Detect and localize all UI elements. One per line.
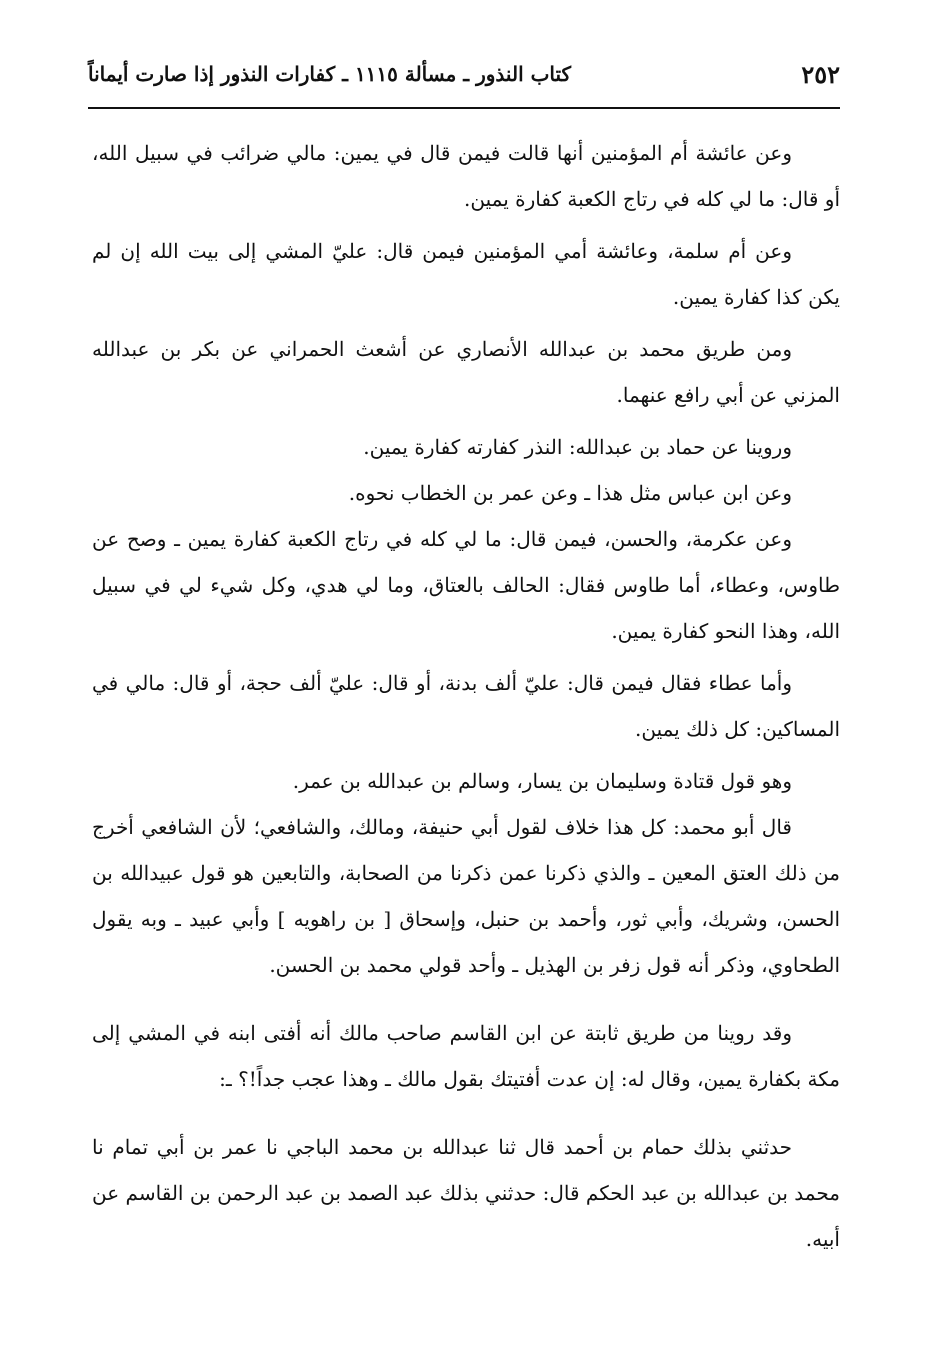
page-number: ٢٥٢ [801,60,840,89]
running-title: كتاب النذور ـ مسألة ١١١٥ ـ كفارات النذور إذا صارت أيماناً [88,62,572,86]
header-rule [88,107,840,109]
paragraph: وهو قول قتادة وسليمان بن يسار، وسالم بن عبدالله بن عمر. [292,769,792,793]
page-header [88,54,840,98]
paragraph: وقد روينا من طريق ثابتة عن ابن القاسم صاحب مالك أنه أفتى ابنه في المشي إلى مكة بكفارة يمين، وقال له: إن عدت أفتيتك بقول مالك ـ وهذا عجب جداً!؟ ـ: [92,1021,840,1091]
paragraph: وعن ابن عباس مثل هذا ـ وعن عمر بن الخطاب نحوه. [348,481,792,505]
paragraph: وعن عائشة أم المؤمنين أنها قالت فيمن قال في يمين: مالي ضرائب في سبيل الله، أو قال: ما لي كله في رتاج الكعبة كفارة يمين. [92,141,840,211]
paragraph: قال أبو محمد: كل هذا خلاف لقول أبي حنيفة، ومالك، والشافعي؛ لأن الشافعي أخرج من ذلك العتق المعين ـ والذي ذكرنا عمن ذكرنا من الصحابة، والتابعين هو قول عبيدالله بن الحسن، وشريك، وأبي ثور، وأحمد بن حنبل، وإسحاق [ بن راهويه ] وأبي عبيد ـ وبه يقول الطحاوي، وذكر أنه قول زفر بن الهذيل ـ وأحد قولي محمد بن الحسن. [92,815,840,977]
body-text [92,130,840,1268]
paragraph: ومن طريق محمد بن عبدالله الأنصاري عن أشعث الحمراني عن بكر بن عبدالله المزني عن أبي رافع عنهما. [92,337,840,407]
paragraph: وعن أم سلمة، وعائشة أمي المؤمنين فيمن قال: عليّ المشي إلى بيت الله إن لم يكن كذا كفارة يمين. [92,239,840,309]
paragraph: وروينا عن حماد بن عبدالله: النذر كفارته كفارة يمين. [363,435,792,459]
paragraph: حدثني بذلك حمام بن أحمد قال ثنا عبدالله بن محمد الباجي نا عمر بن أبي تمام نا محمد بن عبدالله بن عبد الحكم قال: حدثني بذلك عبد الصمد بن عبد الرحمن بن القاسم عن أبيه. [92,1135,840,1251]
paragraph: وأما عطاء فقال فيمن قال: عليّ ألف بدنة، أو قال: عليّ ألف حجة، أو قال: مالي في المساكين: كل ذلك يمين. [92,671,840,741]
paragraph: وعن عكرمة، والحسن، فيمن قال: ما لي كله في رتاج الكعبة كفارة يمين ـ وصح عن طاوس، وعطاء، أما طاوس فقال: الحالف بالعتاق، وما لي هدي، وكل شيء لي في سبيل الله، وهذا النحو كفارة يمين. [92,527,840,643]
